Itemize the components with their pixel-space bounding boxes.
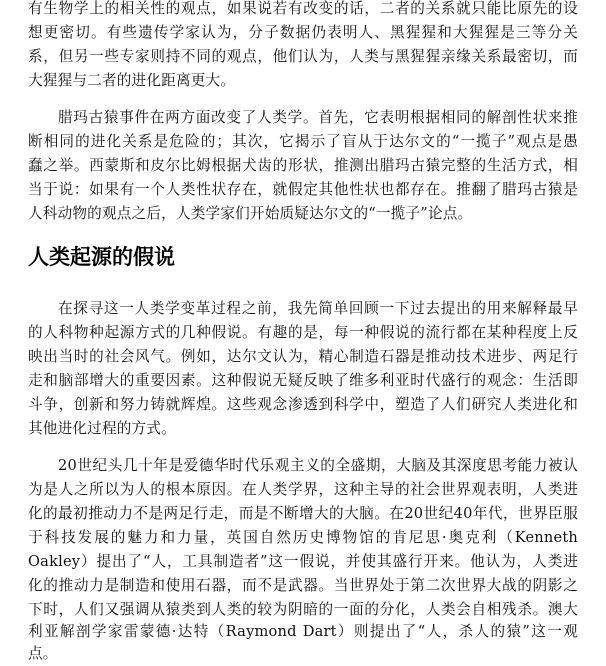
paragraph-2-line-3: 蠢之举。西蒙斯和皮尔比姆根据犬齿的形状，推测出腊玛古猿完整的生活方式，相 [28,157,578,174]
paragraph-3-line-4: 走和脑部增大的重要因素。这种假说无疑反映了维多利亚时代盛行的观念：生活即 [28,372,578,389]
paragraph-1-line-3: 系，但另一些专家则持不同的观点，他们认为，人类与黑猩猩亲缘关系最密切，而 [28,48,578,65]
paragraph-1-line-2: 想更密切。有些遗传学家认为，分子数据仍表明人、黑猩猩和大猩猩是三等分关 [28,24,578,41]
paragraph-4-line-2: 为是人之所以为人的根本原因。在人类学界，这种主导的社会世界观表明，人类进 [28,481,578,498]
paragraph-3-line-2: 的人科物种起源方式的几种假说。有趣的是，每一种假说的流行都在某种程度上反 [28,324,578,341]
section-heading: 人类起源的假说 [28,245,175,269]
paragraph-4-line-8: 利亚解剖学家雷蒙德·达特（Raymond Dart）则提出了“人，杀人的猿”这一观 [28,623,578,640]
paragraph-2-line-1: 腊玛古猿事件在两方面改变了人类学。首先，它表明根据相同的解剖性状来推 [58,109,578,126]
paragraph-4-line-5: Oakley）提出了“人，工具制造者”这一假说，并使其盛行开来。他认为，人类进 [28,553,578,570]
paragraph-3-line-3: 映出当时的社会风气。例如，达尔文认为，精心制造石器是推动技术进步、两足行 [28,348,578,365]
paragraph-4-line-9: 点。 [28,645,58,662]
paragraph-4-line-6: 化的推动力是制造和使用石器，而不是武器。当世界处于第二次世界大战的阴影之 [28,577,578,594]
paragraph-1-line-4: 大猩猩与二者的进化距离更大。 [28,72,236,89]
paragraph-4-line-4: 于科技发展的魅力和力量，英国自然历史博物馆的肯尼思·奥克利（Kenneth [28,529,578,546]
paragraph-4-line-3: 化的最初推动力不是两足行走，而是不断增大的大脑。在20世纪40年代，世界臣服 [28,505,578,522]
paragraph-2-line-5: 人科动物的观点之后，人类学家们开始质疑达尔文的“一揽子”论点。 [28,205,473,222]
paragraph-4-line-7: 下时，人们又强调从猿类到人类的较为阴暗的一面的分化，人类会自相残杀。澳大 [28,601,578,618]
paragraph-2-line-4: 当于说：如果有一个人类性状存在，就假定其他性状也都存在。推翻了腊玛古猿是 [28,181,578,198]
paragraph-3-line-1: 在探寻这一人类学变革过程之前，我先简单回顾一下过去提出的用来解释最早 [58,300,578,317]
paragraph-2-line-2: 断相同的进化关系是危险的；其次，它揭示了盲从于达尔文的“一揽子”观点是愚 [28,133,578,150]
paragraph-4-line-1: 20世纪头几十年是爱德华时代乐观主义的全盛期，大脑及其深度思考能力被认 [58,457,578,474]
paragraph-3-line-5: 斗争，创新和努力铸就辉煌。这些观念渗透到科学中，塑造了人们研究人类进化和 [28,396,578,413]
paragraph-1-line-1: 有生物学上的相关性的观点，如果说若有改变的话，二者的关系就只能比原先的设 [28,0,578,17]
paragraph-3-line-6: 其他进化过程的方式。 [28,420,176,437]
